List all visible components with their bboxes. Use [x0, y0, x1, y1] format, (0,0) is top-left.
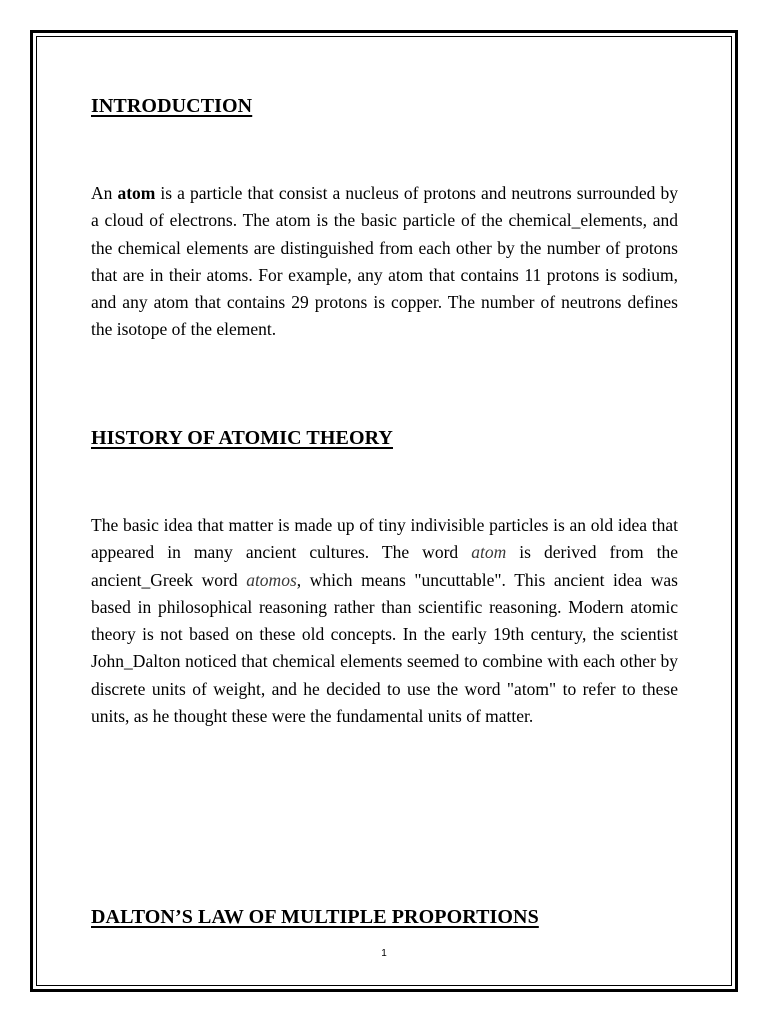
paragraph-text: is derived from the ancient_Greek word [91, 542, 679, 590]
term-atom-bold: atom [117, 183, 156, 203]
section-heading-introduction: INTRODUCTION [91, 95, 253, 117]
history-paragraph [91, 512, 678, 730]
term-atom-italic: atom [471, 542, 507, 563]
page-border-inner [36, 36, 732, 986]
term-atomos-italic: atomos [246, 569, 297, 590]
section-heading-daltons-law: DALTON’S LAW OF MULTIPLE PROPORTIONS [91, 906, 539, 928]
section-heading-history: HISTORY OF ATOMIC THEORY [91, 427, 393, 449]
page-number: 1 [381, 948, 387, 959]
paragraph-text: An [91, 183, 118, 203]
paragraph-text: is a particle that consist a nucleus of protons and neutrons surrounded by a cloud of electrons. The atom is the basic particle of the chemical_elements, and the chemical elements are distinguished from each other by the number of protons that are in their atoms. For example, any atom that contains 11 protons is sodium, and any atom that contains 29 protons is copper. The number of neutrons defines the isotope of the element. [91, 183, 678, 340]
paragraph-text: The basic idea that matter is made up of tiny indivisible particles is an old idea that appeared in many ancient cultures. The word [91, 515, 678, 563]
introduction-paragraph [91, 180, 678, 344]
paragraph-text: , which means "uncuttable". This ancient idea was based in philosophical reasoning rather than scientific reasoning. Modern atomic theory is not based on these old concepts. In the early 19th century, the scientist John_Dalton noticed that chemical elements seemed to combine with each other by discrete units of weight, and he decided to use the word "atom" to refer to these units, as he thought these were the fundamental units of matter. [91, 569, 678, 727]
